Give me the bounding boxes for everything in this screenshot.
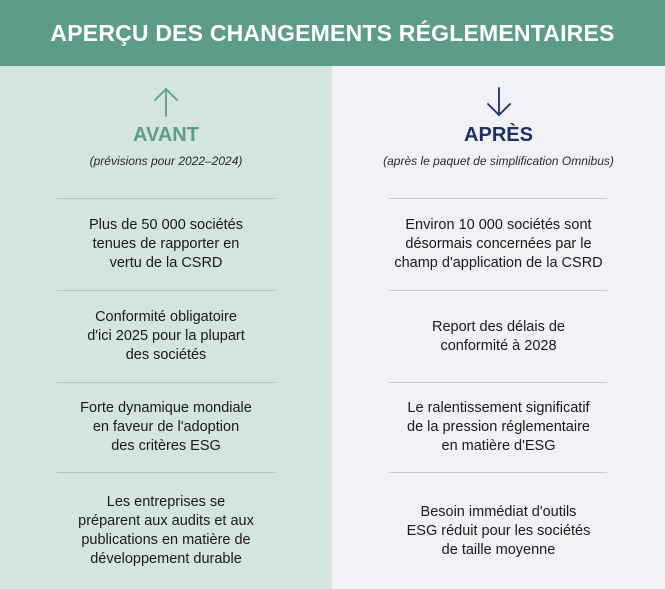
- after-item-text: Besoin immédiat d'outils ESG réduit pour les sociétés de taille moyenne: [406, 503, 591, 558]
- after-item-4: [332, 473, 665, 589]
- before-item-text: Conformité obligatoire d'ici 2025 pour la plupart des sociétés: [87, 309, 245, 363]
- after-item-2: [332, 291, 665, 382]
- before-item-3: [0, 383, 332, 472]
- before-column: [0, 66, 332, 589]
- after-subtitle: (après le paquet de simplification Omnibus): [383, 154, 614, 168]
- before-subtitle: (prévisions pour 2022–2024): [89, 154, 243, 168]
- after-title: APRÈS: [464, 124, 533, 146]
- before-item-1: [0, 199, 332, 290]
- after-item-text: Environ 10 000 sociétés sont désormais concernées par le champ d'application de la CSRD: [394, 217, 603, 271]
- before-item-text: Les entreprises se préparent aux audits et aux publications en matière de développement durable: [78, 494, 254, 567]
- before-item-text: Forte dynamique mondiale en faveur de l'adoption des critères ESG: [80, 400, 252, 454]
- after-item-text: Report des délais de conformité à 2028: [432, 318, 565, 354]
- after-item-3: [332, 383, 665, 472]
- page-title: APERÇU DES CHANGEMENTS RÉGLEMENTAIRES: [50, 19, 615, 46]
- after-item-text: Le ralentissement significatif de la pression réglementaire en matière d'ESG: [407, 400, 590, 454]
- arrow-down-icon: [485, 86, 513, 118]
- after-column: [332, 66, 665, 589]
- before-title: AVANT: [133, 124, 199, 146]
- before-item-4: [0, 473, 332, 589]
- before-item-text: Plus de 50 000 sociétés tenues de rapporter en vertu de la CSRD: [89, 217, 243, 271]
- header-banner: [0, 0, 665, 66]
- before-item-2: [0, 291, 332, 382]
- after-item-1: [332, 199, 665, 290]
- arrow-up-icon: [152, 86, 180, 118]
